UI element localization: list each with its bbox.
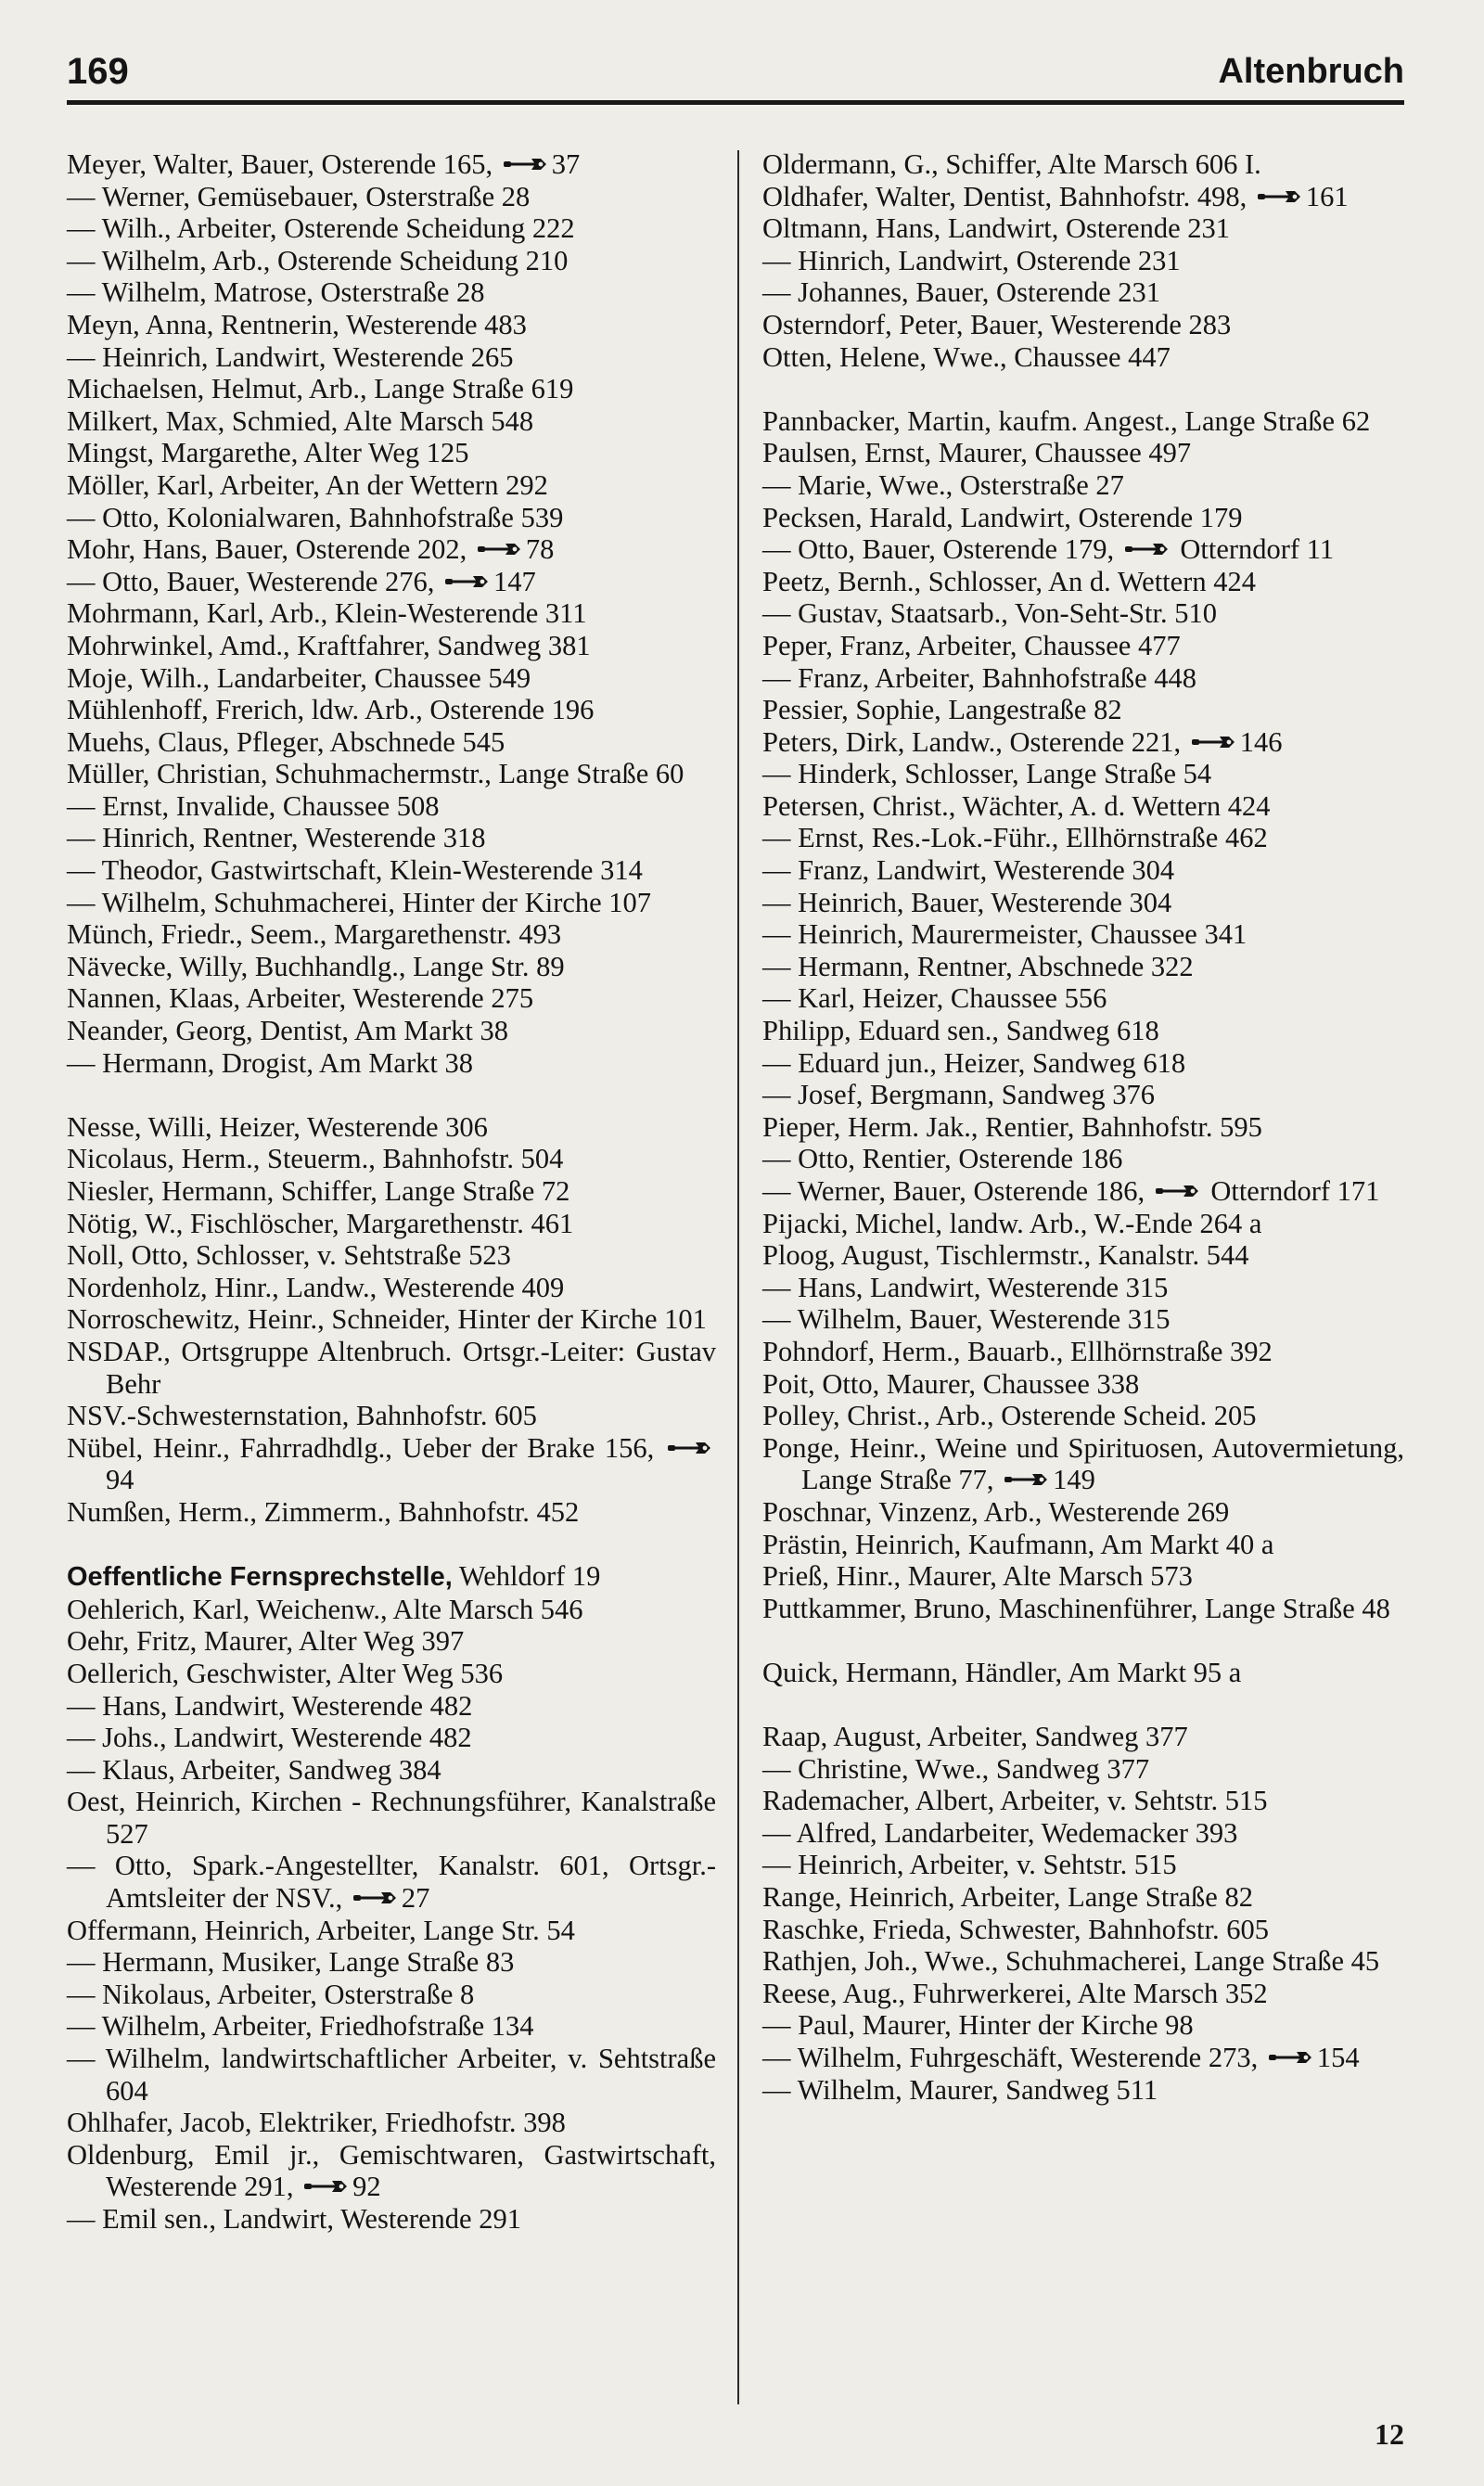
entry-text: Philipp, Eduard sen., Sandweg 618 — [762, 1015, 1159, 1047]
right-column — [762, 148, 1404, 2106]
directory-entry — [762, 790, 1404, 823]
entry-text: — Franz, Landwirt, Westerende 304 — [762, 854, 1175, 887]
directory-entry — [762, 1496, 1404, 1529]
directory-entry — [762, 982, 1404, 1015]
directory-entry — [67, 2203, 716, 2236]
entry-text: — Hinderk, Schlosser, Lange Straße 54 — [762, 758, 1212, 790]
telephone-handset-icon — [1004, 1472, 1049, 1487]
entry-text: — Hans, Landwirt, Westerende 482 — [67, 1689, 473, 1722]
directory-entry — [67, 1979, 716, 2011]
directory-entry — [762, 1143, 1404, 1175]
entry-text: — Hinrich, Rentner, Westerende 318 — [67, 822, 486, 854]
telephone-handset-icon — [353, 1890, 398, 1905]
entry-text: — Heinrich, Maurermeister, Chaussee 341 — [762, 918, 1247, 951]
entry-text: — Karl, Heizer, Chaussee 556 — [762, 982, 1107, 1015]
entry-text: — Christine, Wwe., Sandweg 377 — [762, 1752, 1150, 1785]
entry-text: Oehr, Fritz, Maurer, Alter Weg 397 — [67, 1625, 465, 1658]
entry-text: Meyn, Anna, Rentnerin, Westerende 483 — [67, 308, 527, 340]
directory-entry — [762, 533, 1404, 566]
directory-entry — [67, 2107, 716, 2139]
directory-entry — [762, 469, 1404, 502]
entry-text: Oldhafer, Walter, Dentist, Bahnhofstr. 498, — [762, 180, 1247, 212]
entry-text: Oldermann, G., Schiffer, Alte Marsch 606 I. — [762, 148, 1261, 180]
directory-entry — [762, 597, 1404, 630]
directory-entry — [67, 1303, 716, 1336]
entry-text: Moje, Wilh., Landarbeiter, Chaussee 549 — [67, 661, 531, 694]
entry-text: Raap, August, Arbeiter, Sandweg 377 — [762, 1721, 1188, 1753]
section-gap — [762, 373, 1404, 405]
entry-text: — Hermann, Musiker, Lange Straße 83 — [67, 1946, 515, 1979]
directory-entry — [67, 918, 716, 951]
entry-text: NSV.-Schwesternstation, Bahnhofstr. 605 — [67, 1400, 537, 1432]
entry-text: Oldenburg, Emil jr., Gemischtwaren, Gastwirtschaft, Westerende 291, — [67, 2138, 716, 2203]
directory-entry — [762, 854, 1404, 887]
directory-entry — [67, 1143, 716, 1175]
directory-entry — [67, 597, 716, 630]
directory-entry — [67, 1946, 716, 1979]
entry-text: — Eduard jun., Heizer, Sandweg 618 — [762, 1046, 1186, 1079]
entry-text: — Heinrich, Landwirt, Westerende 265 — [67, 340, 514, 373]
entry-text: — Otto, Bauer, Westerende 276, — [67, 565, 435, 597]
entry-text: — Wilhelm, Fuhrgeschäft, Westerende 273, — [762, 2042, 1259, 2074]
running-head: Altenbruch — [1218, 52, 1404, 91]
entry-text: — Hans, Landwirt, Westerende 315 — [762, 1271, 1169, 1303]
entry-text: Noll, Otto, Schlosser, v. Sehtstraße 523 — [67, 1239, 511, 1272]
directory-entry — [762, 1239, 1404, 1272]
entry-text: Möller, Karl, Arbeiter, An der Wettern 292 — [67, 468, 548, 501]
directory-entry — [67, 630, 716, 662]
entry-text: — Otto, Spark.-Angestellter, Kanalstr. 601, Ortsgr.-Amtsleiter der NSV., — [67, 1850, 716, 1915]
phone-number: 147 — [493, 565, 536, 597]
phone-number: 78 — [525, 533, 555, 566]
directory-entry — [67, 951, 716, 983]
entry-text: Wehldorf 19 — [452, 1560, 601, 1593]
directory-entry — [762, 1945, 1404, 1978]
entry-text: — Paul, Maurer, Hinter der Kirche 98 — [762, 2009, 1194, 2042]
directory-entry — [762, 951, 1404, 983]
directory-entry — [762, 1657, 1404, 1689]
directory-entry — [762, 887, 1404, 919]
directory-entry — [762, 1849, 1404, 1881]
directory-entry — [762, 758, 1404, 790]
directory-entry — [762, 1785, 1404, 1817]
directory-entry — [67, 1272, 716, 1304]
directory-entry — [67, 1336, 716, 1400]
phone-number: 146 — [1239, 725, 1283, 758]
directory-entry — [67, 276, 716, 309]
entry-text: Nübel, Heinr., Fahrradhdlg., Ueber der Brake 156, — [67, 1431, 655, 1464]
directory-entry — [67, 437, 716, 469]
entry-text: Offermann, Heinrich, Arbeiter, Lange Str. 54 — [67, 1914, 575, 1946]
entry-text: Muehs, Claus, Pfleger, Abschnede 545 — [67, 725, 505, 758]
left-column — [67, 148, 716, 2236]
directory-entry — [762, 1047, 1404, 1080]
directory-entry — [762, 1978, 1404, 2010]
directory-entry — [762, 1336, 1404, 1368]
entry-text: — Nikolaus, Arbeiter, Osterstraße 8 — [67, 1978, 475, 2010]
entry-text: Nicolaus, Herm., Steuerm., Bahnhofstr. 504 — [67, 1143, 564, 1175]
directory-entry — [67, 2043, 716, 2107]
entry-text: — Hermann, Rentner, Abschnede 322 — [762, 950, 1194, 982]
directory-entry — [67, 1850, 716, 1914]
directory-entry — [762, 2042, 1404, 2074]
directory-entry — [762, 1208, 1404, 1240]
entry-text: — Otto, Kolonialwaren, Bahnhofstraße 539 — [67, 501, 564, 533]
directory-entry — [67, 1496, 716, 1529]
entry-text: Reese, Aug., Fuhrwerkerei, Alte Marsch 352 — [762, 1977, 1268, 2009]
entry-text: Michaelsen, Helmut, Arb., Lange Straße 619 — [67, 373, 574, 405]
directory-entry — [762, 1015, 1404, 1047]
directory-entry — [67, 502, 716, 534]
entry-text-continued: Otterndorf 171 — [1203, 1175, 1380, 1207]
directory-entry — [67, 1786, 716, 1850]
directory-entry — [762, 1272, 1404, 1304]
entry-text: — Wilhelm, Arb., Osterende Scheidung 210 — [67, 244, 569, 276]
entry-text: Milkert, Max, Schmied, Alte Marsch 548 — [67, 404, 534, 437]
entry-text: — Alfred, Landarbeiter, Wedemacker 393 — [762, 1816, 1238, 1849]
directory-entry — [67, 373, 716, 405]
phone-number: 149 — [1053, 1464, 1095, 1496]
entry-text: — Otto, Bauer, Osterende 179, — [762, 533, 1115, 566]
directory-entry — [67, 1594, 716, 1626]
entry-text: — Wilhelm, Arbeiter, Friedhofstraße 134 — [67, 2010, 534, 2043]
directory-entry — [762, 502, 1404, 534]
directory-entry — [762, 726, 1404, 759]
entry-text: — Gustav, Staatsarb., Von-Seht-Str. 510 — [762, 597, 1217, 630]
directory-entry — [67, 1208, 716, 1240]
entry-text: Nävecke, Willy, Buchhandlg., Lange Str. 89 — [67, 950, 565, 982]
entry-text: — Marie, Wwe., Osterstraße 27 — [762, 468, 1124, 501]
directory-entry — [762, 1560, 1404, 1593]
entry-text: Pijacki, Michel, landw. Arb., W.-Ende 264 a — [762, 1207, 1262, 1239]
entry-text: — Werner, Bauer, Osterende 186, — [762, 1175, 1145, 1207]
telephone-handset-icon — [304, 2179, 349, 2194]
directory-entry — [67, 694, 716, 726]
directory-entry — [762, 245, 1404, 277]
entry-text: Rademacher, Albert, Arbeiter, v. Sehtstr. 515 — [762, 1785, 1268, 1817]
directory-entry — [67, 822, 716, 854]
directory-entry — [762, 918, 1404, 951]
directory-entry — [67, 758, 716, 790]
directory-entry — [762, 1432, 1404, 1496]
directory-entry — [67, 341, 716, 374]
directory-entry — [67, 405, 716, 438]
entry-text-continued: Otterndorf 11 — [1172, 533, 1335, 566]
directory-entry — [67, 309, 716, 341]
entry-text: Müller, Christian, Schuhmachermstr., Lange Straße 60 — [67, 758, 684, 790]
directory-entry — [762, 1529, 1404, 1561]
section-gap — [67, 1529, 716, 1561]
directory-entry — [762, 2009, 1404, 2042]
entry-text: Rathjen, Joh., Wwe., Schuhmacherei, Lange Straße 45 — [762, 1945, 1380, 1978]
phone-number: 92 — [352, 2171, 381, 2203]
entry-text: — Hinrich, Landwirt, Osterende 231 — [762, 244, 1181, 276]
entry-text: Münch, Friedr., Seem., Margarethenstr. 493 — [67, 918, 562, 951]
directory-entry — [762, 1914, 1404, 1946]
entry-text: Quick, Hermann, Händler, Am Markt 95 a — [762, 1656, 1242, 1688]
page-number: 169 — [67, 51, 129, 92]
entry-text: Otten, Helene, Wwe., Chaussee 447 — [762, 340, 1171, 373]
entry-text: Raschke, Frieda, Schwester, Bahnhofstr. 605 — [762, 1913, 1269, 1945]
directory-entry — [67, 1658, 716, 1690]
directory-entry — [762, 148, 1404, 181]
entry-text: Mohrmann, Karl, Arb., Klein-Westerende 311 — [67, 597, 587, 630]
directory-entry — [67, 1690, 716, 1723]
entry-text: — Heinrich, Bauer, Westerende 304 — [762, 886, 1172, 918]
directory-entry — [762, 309, 1404, 341]
entry-text: Petersen, Christ., Wächter, A. d. Wettern 424 — [762, 789, 1271, 822]
entry-text: — Josef, Bergmann, Sandweg 376 — [762, 1079, 1155, 1111]
directory-entry — [762, 1079, 1404, 1111]
entry-text: — Johannes, Bauer, Osterende 231 — [762, 276, 1161, 309]
directory-entry — [762, 405, 1404, 438]
entry-text: Oest, Heinrich, Kirchen - Rechnungsführer, Kanalstraße 527 — [67, 1786, 716, 1850]
entry-text: — Theodor, Gastwirtschaft, Klein-Westerende 314 — [67, 854, 643, 887]
directory-entry — [762, 1303, 1404, 1336]
directory-entry — [762, 1368, 1404, 1401]
telephone-handset-icon — [445, 574, 490, 589]
directory-entry — [67, 566, 716, 598]
entry-text: Prieß, Hinr., Maurer, Alte Marsch 573 — [762, 1560, 1193, 1593]
directory-entry — [67, 887, 716, 919]
directory-entry — [67, 1915, 716, 1947]
entry-text: NSDAP., Ortsgruppe Altenbruch. Ortsgr.-Leiter: Gustav Behr — [67, 1335, 716, 1400]
directory-entry — [67, 1239, 716, 1272]
telephone-handset-icon — [1156, 1184, 1200, 1198]
directory-entry — [762, 1111, 1404, 1144]
entry-text: Pessier, Sophie, Langestraße 82 — [762, 694, 1122, 726]
directory-entry — [762, 1593, 1404, 1625]
entry-text: Ponge, Heinr., Weine und Spirituosen, Autovermietung, Lange Straße 77, — [762, 1431, 1404, 1496]
sheet-number: 12 — [1375, 2417, 1404, 2451]
phone-number: 37 — [551, 148, 581, 180]
entry-text: Neander, Georg, Dentist, Am Markt 38 — [67, 1015, 508, 1047]
entry-text: — Otto, Rentier, Osterende 186 — [762, 1143, 1123, 1175]
directory-entry — [67, 662, 716, 695]
phone-number: 94 — [106, 1464, 134, 1496]
directory-entry — [67, 1047, 716, 1080]
directory-entry — [67, 1111, 716, 1144]
directory-entry — [67, 1625, 716, 1658]
directory-entry — [67, 469, 716, 502]
directory-entry — [67, 245, 716, 277]
entry-text: — Werner, Gemüsebauer, Osterstraße 28 — [67, 180, 531, 212]
entry-text: — Wilhelm, Schuhmacherei, Hinter der Kirche 107 — [67, 886, 652, 918]
directory-entry — [67, 1432, 716, 1496]
directory-entry — [67, 982, 716, 1015]
page-header — [67, 48, 1404, 95]
entry-text: Nesse, Willi, Heizer, Westerende 306 — [67, 1110, 488, 1143]
section-gap — [762, 1689, 1404, 1722]
directory-entry — [762, 630, 1404, 662]
entry-text: Prästin, Heinrich, Kaufmann, Am Markt 40 a — [762, 1528, 1274, 1560]
entry-text: Range, Heinrich, Arbeiter, Lange Straße 82 — [762, 1881, 1253, 1914]
telephone-handset-icon — [1269, 2050, 1313, 2065]
entry-text: — Heinrich, Arbeiter, v. Sehtstr. 515 — [762, 1849, 1177, 1881]
entry-text: Meyer, Walter, Bauer, Osterende 165, — [67, 148, 493, 180]
entry-text: Peetz, Bernh., Schlosser, An d. Wettern 424 — [762, 565, 1256, 597]
directory-entry — [67, 1175, 716, 1208]
entry-text: Osterndorf, Peter, Bauer, Westerende 283 — [762, 308, 1232, 340]
entry-text: — Hermann, Drogist, Am Markt 38 — [67, 1046, 473, 1079]
directory-entry — [67, 2010, 716, 2043]
entry-text: Peters, Dirk, Landw., Osterende 221, — [762, 725, 1182, 758]
entry-text: — Wilhelm, Bauer, Westerende 315 — [762, 1303, 1171, 1336]
entry-text: Nannen, Klaas, Arbeiter, Westerende 275 — [67, 982, 534, 1015]
directory-entry — [67, 212, 716, 245]
directory-entry — [67, 148, 716, 181]
directory-entry — [762, 566, 1404, 598]
directory-entry — [762, 1817, 1404, 1850]
entry-text: Polley, Christ., Arb., Osterende Scheid. 205 — [762, 1400, 1257, 1432]
directory-entry — [67, 1400, 716, 1432]
directory-entry — [762, 1721, 1404, 1753]
entry-text: Pecksen, Harald, Landwirt, Osterende 179 — [762, 501, 1243, 533]
directory-entry — [762, 2074, 1404, 2107]
entry-text: Mühlenhoff, Frerich, ldw. Arb., Osterende 196 — [67, 694, 595, 726]
entry-text: — Ernst, Res.-Lok.-Führ., Ellhörnstraße 462 — [762, 822, 1268, 854]
entry-text: — Emil sen., Landwirt, Westerende 291 — [67, 2203, 521, 2235]
entry-text: — Franz, Arbeiter, Bahnhofstraße 448 — [762, 661, 1197, 694]
directory-entry — [762, 1175, 1404, 1208]
entry-text: Pannbacker, Martin, kaufm. Angest., Lange Straße 62 — [762, 404, 1371, 437]
entry-text: Peper, Franz, Arbeiter, Chaussee 477 — [762, 629, 1181, 661]
directory-entry — [67, 1560, 716, 1594]
directory-entry — [762, 212, 1404, 245]
entry-text: Mingst, Margarethe, Alter Weg 125 — [67, 437, 469, 469]
directory-entry — [762, 181, 1404, 213]
header-rule — [67, 100, 1404, 105]
directory-entry — [762, 1881, 1404, 1914]
directory-entry — [67, 2139, 716, 2203]
entry-text: Paulsen, Ernst, Maurer, Chaussee 497 — [762, 437, 1192, 469]
entry-text: Nötig, W., Fischlöscher, Margarethenstr. 461 — [67, 1207, 574, 1239]
entry-text: Pohndorf, Herm., Bauarb., Ellhörnstraße 392 — [762, 1335, 1273, 1367]
directory-entry — [67, 854, 716, 887]
entry-text: Norroschewitz, Heinr., Schneider, Hinter der Kirche 101 — [67, 1303, 707, 1336]
directory-entry — [67, 1754, 716, 1787]
entry-text: Pieper, Herm. Jak., Rentier, Bahnhofstr. 595 — [762, 1110, 1262, 1143]
entry-bold-name: Oeffentliche Fernsprechstelle, — [67, 1562, 453, 1593]
directory-entry — [67, 533, 716, 566]
entry-text: — Johs., Landwirt, Westerende 482 — [67, 1722, 472, 1754]
entry-text: Oehlerich, Karl, Weichenw., Alte Marsch 546 — [67, 1593, 583, 1625]
entry-text: Puttkammer, Bruno, Maschinenführer, Lange Straße 48 — [762, 1592, 1390, 1624]
directory-entry — [67, 1015, 716, 1047]
entry-text: — Wilhelm, Matrose, Osterstraße 28 — [67, 276, 485, 309]
telephone-handset-icon — [1258, 189, 1302, 204]
entry-text: Ohlhafer, Jacob, Elektriker, Friedhofstr. 398 — [67, 2107, 566, 2139]
entry-text: Ploog, August, Tischlermstr., Kanalstr. 544 — [762, 1239, 1249, 1272]
entry-text: Oellerich, Geschwister, Alter Weg 536 — [67, 1657, 504, 1689]
directory-entry — [762, 662, 1404, 695]
phone-number: 27 — [401, 1882, 430, 1915]
entry-text: — Klaus, Arbeiter, Sandweg 384 — [67, 1753, 441, 1786]
telephone-handset-icon — [1125, 542, 1170, 557]
entry-text: Nordenholz, Hinr., Landw., Westerende 409 — [67, 1271, 565, 1303]
telephone-handset-icon — [478, 542, 522, 557]
column-divider — [737, 150, 739, 2404]
phone-number: 161 — [1305, 180, 1349, 212]
section-gap — [67, 1079, 716, 1111]
entry-text: — Wilh., Arbeiter, Osterende Scheidung 222 — [67, 212, 575, 245]
directory-entry — [67, 790, 716, 823]
entry-text: — Wilhelm, landwirtschaftlicher Arbeiter, v. Sehtstraße 604 — [67, 2043, 716, 2107]
directory-entry — [67, 1722, 716, 1754]
telephone-handset-icon — [504, 157, 548, 172]
telephone-handset-icon — [668, 1441, 712, 1455]
entry-text: Poit, Otto, Maurer, Chaussee 338 — [762, 1367, 1140, 1400]
telephone-handset-icon — [1192, 735, 1236, 750]
entry-text: Poschnar, Vinzenz, Arb., Westerende 269 — [762, 1495, 1230, 1528]
entry-text: Numßen, Herm., Zimmerm., Bahnhofstr. 452 — [67, 1495, 580, 1528]
directory-entry — [762, 1753, 1404, 1786]
entry-text: Niesler, Hermann, Schiffer, Lange Straße 72 — [67, 1175, 570, 1207]
phone-number: 154 — [1316, 2042, 1360, 2074]
directory-entry — [762, 694, 1404, 726]
entry-text: — Ernst, Invalide, Chaussee 508 — [67, 789, 440, 822]
entry-text: Mohrwinkel, Amd., Kraftfahrer, Sandweg 381 — [67, 629, 591, 661]
entry-text: Mohr, Hans, Bauer, Osterende 202, — [67, 533, 467, 566]
directory-entry — [762, 437, 1404, 469]
entry-text: Oltmann, Hans, Landwirt, Osterende 231 — [762, 212, 1230, 245]
section-gap — [762, 1624, 1404, 1657]
directory-entry — [67, 181, 716, 213]
directory-entry — [67, 726, 716, 759]
directory-entry — [762, 1400, 1404, 1432]
entry-text: — Wilhelm, Maurer, Sandweg 511 — [762, 2073, 1158, 2106]
directory-entry — [762, 276, 1404, 309]
directory-entry — [762, 822, 1404, 854]
directory-entry — [762, 341, 1404, 374]
